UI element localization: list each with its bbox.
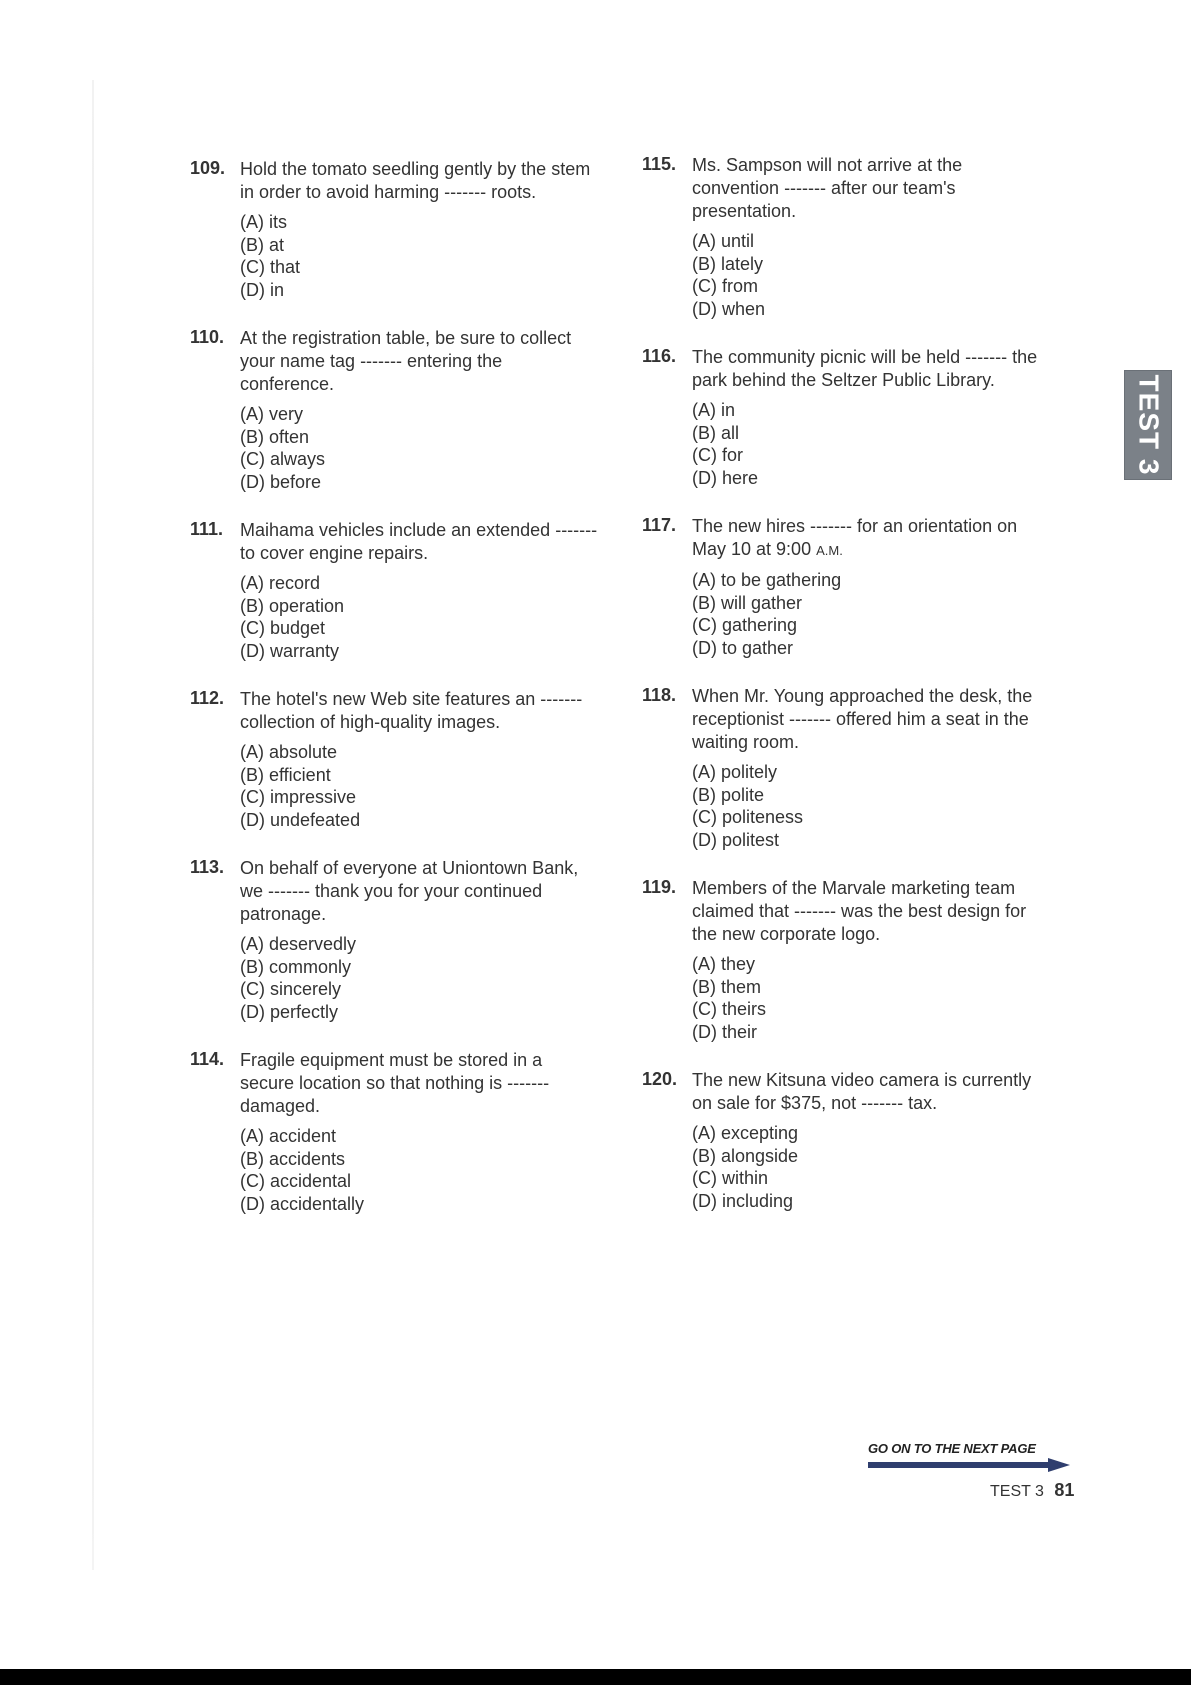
question-number: 111. xyxy=(190,519,224,539)
answer-option: (D) before xyxy=(240,471,322,492)
question-item xyxy=(642,515,1062,659)
question-text xyxy=(240,688,600,734)
question-text xyxy=(692,877,1052,946)
answer-option: (B) lately xyxy=(692,253,764,274)
question-text-main: At the registration table, be sure to collect your name tag ------- entering the conference. xyxy=(240,328,572,394)
question-text-main: The new hires ------- for an orientation on May 10 at 9:00 xyxy=(692,516,1018,559)
question-number: 116. xyxy=(642,346,677,366)
answer-option: (B) efficient xyxy=(240,764,331,785)
question-number: 120. xyxy=(642,1069,678,1089)
right-question-column xyxy=(642,154,1062,1238)
page-number: 81 xyxy=(1054,1480,1075,1500)
question-number: 119. xyxy=(642,877,677,897)
question-text xyxy=(692,685,1052,754)
question-number: 114. xyxy=(190,1049,225,1069)
answer-option: (D) to gather xyxy=(692,637,794,658)
question-item xyxy=(190,327,610,493)
question-number: 109. xyxy=(190,158,226,178)
question-text xyxy=(240,857,600,926)
answer-option: (B) at xyxy=(240,234,285,255)
answer-option: (A) deservedly xyxy=(240,934,357,954)
answer-option: (A) excepting xyxy=(692,1123,799,1143)
question-text-main: Hold the tomato seedling gently by the stem in order to avoid harming ------- roots. xyxy=(240,159,591,202)
question-text-main: Ms. Sampson will not arrive at the convention ------- after our team's presentation. xyxy=(692,155,963,221)
question-text-main: On behalf of everyone at Uniontown Bank, we ------- thank you for your continued patronage. xyxy=(240,858,579,924)
question-text xyxy=(240,327,600,396)
question-item xyxy=(190,158,610,301)
question-number: 115. xyxy=(642,154,677,174)
answer-option: (B) accidents xyxy=(240,1148,346,1169)
question-item xyxy=(642,1069,1062,1212)
answer-options xyxy=(240,1125,610,1215)
arrow-right-icon xyxy=(868,1458,1070,1472)
question-text-main: The new Kitsuna video camera is currently on sale for $375, not ------- tax. xyxy=(692,1070,1032,1113)
answer-option: (C) politeness xyxy=(692,807,804,827)
answer-option: (B) will gather xyxy=(692,592,803,613)
answer-option: (A) politely xyxy=(692,762,778,782)
question-text-main: Maihama vehicles include an extended ------- to cover engine repairs. xyxy=(240,520,598,563)
answer-option: (C) gathering xyxy=(692,615,798,635)
answer-option: (D) when xyxy=(692,298,766,319)
question-text-main: The hotel's new Web site features an ------- collection of high-quality images. xyxy=(240,689,583,732)
question-text xyxy=(240,519,600,565)
question-text-suffix: A.M. xyxy=(816,543,843,558)
answer-option: (C) within xyxy=(692,1168,769,1188)
footer-test-label: TEST 3 xyxy=(990,1483,1044,1500)
question-item xyxy=(642,877,1062,1043)
answer-option: (C) impressive xyxy=(240,787,357,807)
question-number: 112. xyxy=(190,688,225,708)
answer-option: (B) all xyxy=(692,422,740,443)
question-text xyxy=(692,346,1052,392)
answer-option: (B) alongside xyxy=(692,1145,799,1166)
answer-options xyxy=(240,211,610,301)
test-section-tab-label: TEST 3 xyxy=(1133,374,1165,476)
scan-bottom-band xyxy=(0,1669,1191,1685)
answer-option: (A) in xyxy=(692,400,736,420)
test-section-tab xyxy=(1124,370,1172,480)
question-text xyxy=(692,515,1052,562)
answer-option: (B) them xyxy=(692,976,762,997)
answer-option: (C) accidental xyxy=(240,1171,352,1191)
answer-option: (D) accidentally xyxy=(240,1193,365,1214)
answer-option: (A) very xyxy=(240,404,303,424)
question-item xyxy=(190,519,610,662)
answer-option: (C) theirs xyxy=(692,999,767,1019)
question-item xyxy=(190,1049,610,1215)
answer-options xyxy=(240,403,610,493)
answer-options xyxy=(692,761,1062,851)
question-text-main: The community picnic will be held ------- the park behind the Seltzer Public Library. xyxy=(692,347,1038,390)
question-text xyxy=(692,1069,1052,1115)
question-text-main: Fragile equipment must be stored in a secure location so that nothing is ------- damaged. xyxy=(240,1050,550,1116)
left-question-column xyxy=(190,158,610,1241)
go-on-next-page xyxy=(868,1441,1068,1471)
answer-option: (B) often xyxy=(240,426,310,447)
answer-option: (A) its xyxy=(240,212,287,232)
answer-option: (D) including xyxy=(692,1190,794,1211)
answer-option: (D) in xyxy=(240,279,284,300)
answer-option: (A) until xyxy=(692,231,755,251)
answer-option: (A) they xyxy=(692,954,756,974)
answer-option: (A) accident xyxy=(240,1126,337,1146)
answer-options xyxy=(240,741,610,831)
question-item xyxy=(642,154,1062,320)
answer-option: (C) budget xyxy=(240,618,326,638)
question-text-main: When Mr. Young approached the desk, the receptionist ------- offered him a seat in the waiting room. xyxy=(692,686,1033,752)
answer-option: (A) to be gathering xyxy=(692,570,842,590)
question-text xyxy=(240,158,600,204)
answer-option: (D) here xyxy=(692,467,759,488)
scan-edge xyxy=(92,80,94,1570)
question-number: 110. xyxy=(190,327,225,347)
answer-options xyxy=(240,933,610,1023)
question-number: 118. xyxy=(642,685,677,705)
answer-option: (D) their xyxy=(692,1021,758,1042)
answer-option: (A) record xyxy=(240,573,321,593)
answer-option: (D) politest xyxy=(692,829,780,850)
answer-option: (D) undefeated xyxy=(240,809,361,830)
answer-options xyxy=(692,399,1062,489)
answer-options xyxy=(692,1122,1062,1212)
answer-option: (C) from xyxy=(692,276,758,296)
page-footer xyxy=(990,1480,1074,1501)
question-number: 113. xyxy=(190,857,225,877)
answer-options xyxy=(692,953,1062,1043)
answer-option: (B) polite xyxy=(692,784,765,805)
question-text xyxy=(692,154,1052,223)
answer-option: (C) sincerely xyxy=(240,979,342,999)
answer-options xyxy=(240,572,610,662)
answer-option: (C) for xyxy=(692,445,743,465)
answer-option: (B) commonly xyxy=(240,956,352,977)
question-item xyxy=(190,857,610,1023)
answer-option: (B) operation xyxy=(240,595,345,616)
question-item xyxy=(642,346,1062,489)
answer-option: (A) absolute xyxy=(240,742,338,762)
answer-options xyxy=(692,569,1062,659)
question-text xyxy=(240,1049,600,1118)
question-item xyxy=(642,685,1062,851)
answer-option: (D) warranty xyxy=(240,640,340,661)
answer-option: (C) always xyxy=(240,449,326,469)
next-page-label: GO ON TO THE NEXT PAGE xyxy=(868,1441,1036,1456)
question-number: 117. xyxy=(642,515,677,535)
answer-option: (D) perfectly xyxy=(240,1001,339,1022)
answer-option: (C) that xyxy=(240,257,301,277)
question-text-main: Members of the Marvale marketing team claimed that ------- was the best design for the new corporate logo. xyxy=(692,878,1027,944)
question-item xyxy=(190,688,610,831)
answer-options xyxy=(692,230,1062,320)
